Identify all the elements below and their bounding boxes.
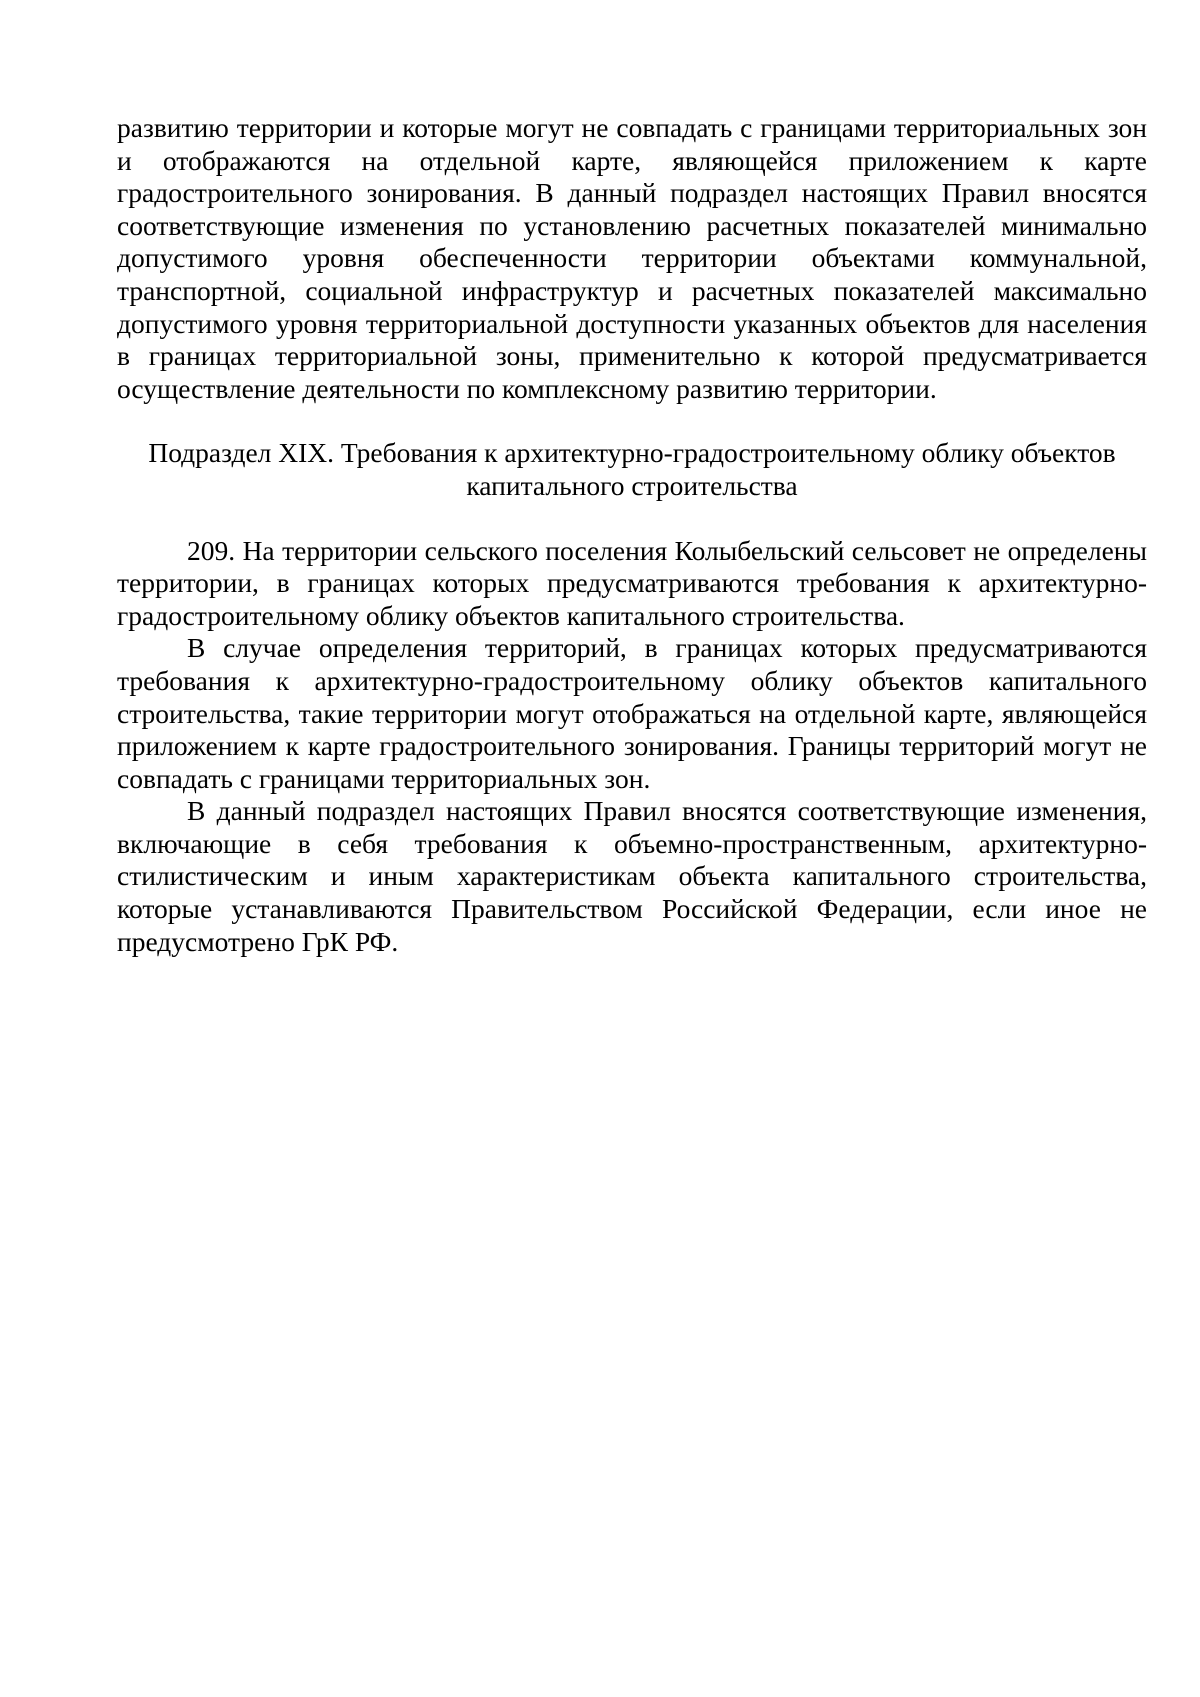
section-heading [117,437,1147,502]
section-heading-line-2: капитального строительства [466,469,798,501]
continuation-paragraph: развитию территории и которые могут не совпадать с границами территориальных зон и отображаются на отдельной карте, являющейся приложением к карте градостроительного зонирования. В данный подраздел настоящих Правил вносятся соответствующие изменения по установлению расчетных показателей минимально допустимого уровня обеспеченности территории объектами коммунальной, транспортной, социальной инфраструктур и расчетных показателей максимально допустимого уровня территориальной доступности указанных объектов для населения в границах территориальной зоны, применительно к которой предусматривается осуществление деятельности по комплексному развитию территории. [117,112,1147,404]
paragraph-changes: В данный подраздел настоящих Правил вносятся соответствующие изменения, включающие в себя требования к объемно-пространственным, архитектурно-стилистическим и иным характеристикам объекта капитального строительства, которые устанавливаются Правительством Российской Федерации, если иное не предусмотрено ГрК РФ. [117,795,1147,957]
section-heading-line-1: Подраздел XIX. Требования к архитектурно-градостроительному облику объектов [148,437,1116,469]
paragraph-209: 209. На территории сельского поселения Колыбельский сельсовет не определены территории, в границах которых предусматриваются требования к архитектурно-градостроительному облику объектов капитального строительства. [117,534,1147,631]
document-body [117,112,1147,958]
paragraph-territory-definition: В случае определения территорий, в границах которых предусматриваются требования к архитектурно-градостроительному облику объектов капитального строительства, такие территории могут отображаться на отдельной карте, являющейся приложением к карте градостроительного зонирования. Границы территорий могут не совпадать с границами территориальных зон. [117,632,1147,794]
